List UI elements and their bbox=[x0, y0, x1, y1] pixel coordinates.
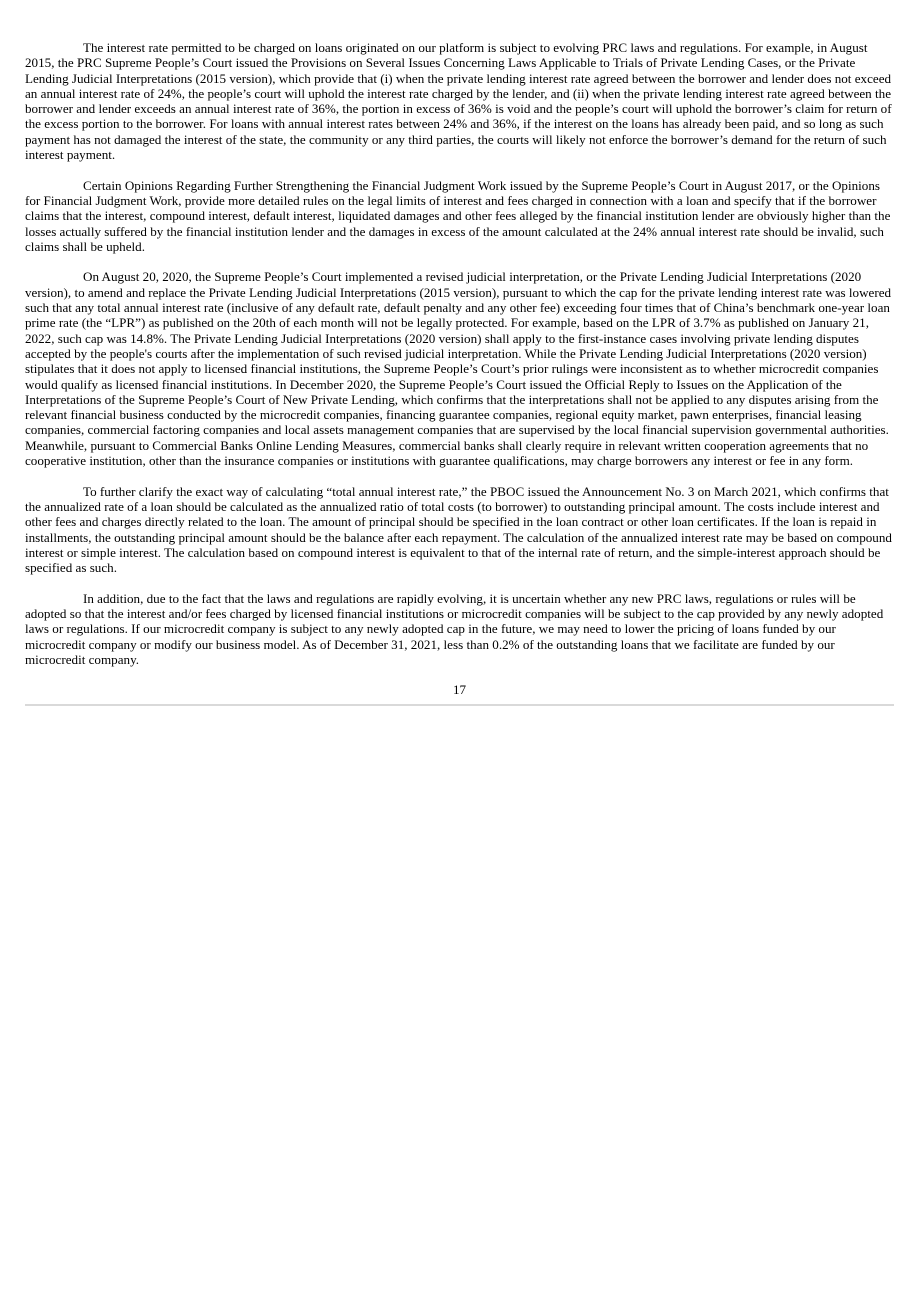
document-page bbox=[25, 40, 894, 698]
page-divider bbox=[25, 704, 894, 706]
paragraph-pboc-announcement: To further clarify the exact way of calculating “total annual interest rate,” the PBOC issued the Announcement No. 3 on March 2021, which confirms that the annualized rate of a loan should be calculated as the annualized ratio of total costs (to borrower) to outstanding principal amount. The costs include interest and other fees and charges directly related to the loan. The amount of principal should be specified in the loan contract or other loan certificates. If the loan is repaid in installments, the outstanding principal amount should be the balance after each repayment. The calculation of the annualized interest rate may be based on compound interest or simple interest. The calculation based on compound interest is equivalent to that of the internal rate of return, and the simple-interest approach should be specified as such. bbox=[25, 483, 892, 576]
paragraph-interest-rate-regulations: The interest rate permitted to be charged on loans originated on our platform is subject to evolving PRC laws and regulations. For example, in August 2015, the PRC Supreme People’s Court issued the Provisions on Several Issues Concerning Laws Applicable to Trials of Private Lending Cases, or the Private Lending Judicial Interpretations (2015 version), which provide that (i) when the private lending interest rate agreed between the borrower and lender does not exceed an annual interest rate of 24%, the people’s court will uphold the interest rate charged by the lender, and (ii) when the private lending interest rate agreed between the borrower and lender exceeds an annual interest rate of 36%, the portion in excess of 36% is void and the people’s court will uphold the borrower’s claim for return of the excess portion to the borrower. For loans with annual interest rates between 24% and 36%, if the interest on the loans has already been paid, and so long as such payment has not damaged the interest of the state, the community or any third parties, the courts will likely not enforce the borrower’s demand for the return of such interest payment. bbox=[25, 40, 892, 163]
page-number: 17 bbox=[452, 682, 467, 698]
paragraph-financial-judgment-opinions: Certain Opinions Regarding Further Strengthening the Financial Judgment Work issued by the Supreme People’s Court in August 2017, or the Opinions for Financial Judgment Work, provide more detailed rules on the legal limits of interest and fees charged in connection with a loan and specify that if the borrower claims that the interest, compound interest, default interest, liquidated damages and other fees alleged by the financial institution lender are obviously higher than the losses actually suffered by the financial institution lender and the damages in excess of the amount calculated at the 24% annual interest rate should be invalid, such claims shall be upheld. bbox=[25, 177, 891, 254]
paragraph-future-regulation-uncertainty: In addition, due to the fact that the laws and regulations are rapidly evolving, it is uncertain whether any new PRC laws, regulations or rules will be adopted so that the interest and/or fees charged by licensed financial institutions or microcredit companies will be subject to the cap provided by any newly adopted laws or regulations. If our microcredit company is subject to any newly adopted cap in the future, we may need to lower the pricing of loans funded by our microcredit company or modify our business model. As of December 31, 2021, less than 0.2% of the outstanding loans that we facilitate are funded by our microcredit company. bbox=[25, 590, 884, 667]
paragraph-2020-judicial-interpretation: On August 20, 2020, the Supreme People’s Court implemented a revised judicial interpretation, or the Private Lending Judicial Interpretations (2020 version), to amend and replace the Private Lending Judicial Interpretations (2015 version), pursuant to which the cap for the private lending interest rate was lowered such that any total annual interest rate (inclusive of any default rate, default penalty and any other fee) exceeding four times that of China’s benchmark one-year loan prime rate (the “LPR”) as published on the 20th of each month will not be legally protected. For example, based on the LPR of 3.7% as published on January 21, 2022, such cap was 14.8%. The Private Lending Judicial Interpretations (2020 version) shall apply to the first-instance cases involving private lending disputes accepted by the people's courts after the implementation of such revised judicial interpretation. While the Private Lending Judicial Interpretations (2020 version) stipulates that it does not apply to licensed financial institutions, the Supreme People’s Court’s prior rulings were inconsistent as to whether microcredit companies would qualify as licensed financial institutions. In December 2020, the Supreme People’s Court issued the Official Reply to Issues on the Application of the Interpretations of the Supreme People’s Court of New Private Lending, which confirms that the interpretations shall not be applied to any disputes arising from the relevant financial business conducted by the microcredit companies, financing guarantee companies, regional equity market, pawn enterprises, financial leasing companies, commercial factoring companies and local assets management companies that are supervised by the local financial supervision governmental authorities. Meanwhile, pursuant to Commercial Banks Online Lending Measures, commercial banks shall clearly require in relevant written cooperation agreements that no cooperative institution, other than the insurance companies or institutions with guarantee qualifications, may charge borrowers any interest or fee in any form. bbox=[25, 269, 892, 469]
